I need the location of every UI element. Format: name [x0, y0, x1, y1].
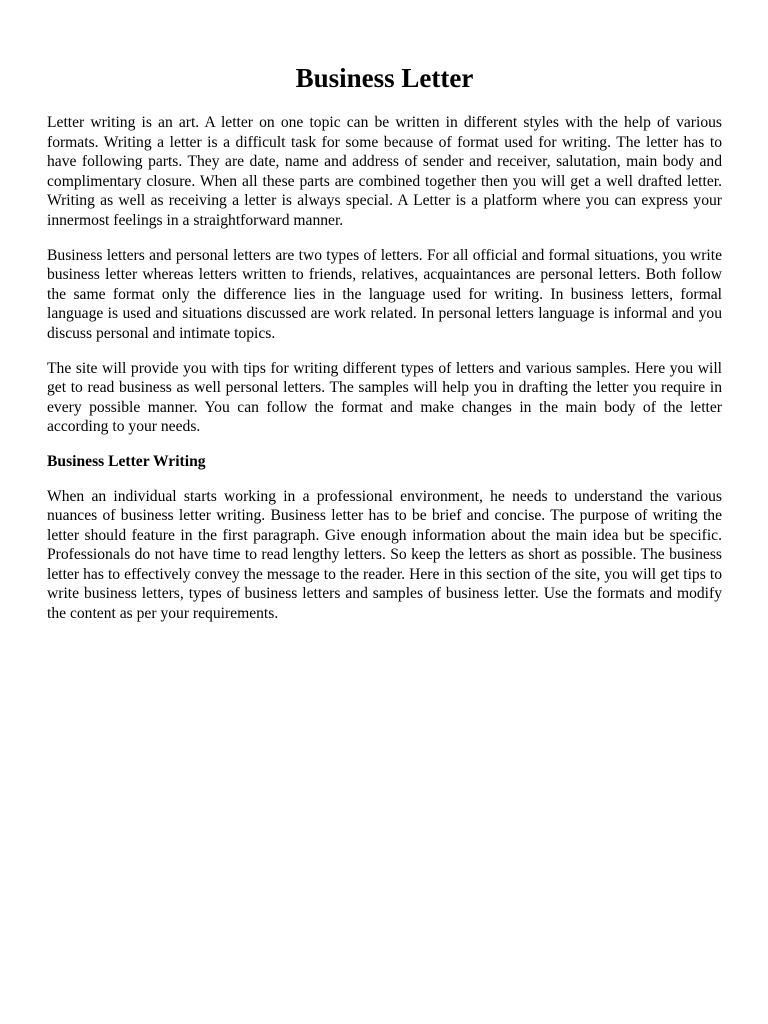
site-tips-paragraph: The site will provide you with tips for writing different types of letters and various samples. Here you will get to read business as well personal letters. The samples will help you in drafting the letter you require in every possible manner. You can follow the format and make changes in the main body of the letter according to your needs. [47, 359, 722, 436]
document-title: Business Letter [295, 63, 474, 93]
intro-paragraph: Letter writing is an art. A letter on one topic can be written in different styles with the help of various formats. Writing a letter is a difficult task for some because of format used for writing. The letter has to have following parts. They are date, name and address of sender and receiver, salutation, main body and complimentary closure. When all these parts are combined together then you will get a well drafted letter. Writing as well as receiving a letter is always special. A Letter is a platform where you can express your innermost feelings in a straightforward manner. [47, 114, 722, 229]
letter-types-paragraph: Business letters and personal letters are two types of letters. For all official and formal situations, you write business letter whereas letters written to friends, relatives, acquaintances are personal letters. Both follow the same format only the difference lies in the language used for writing. In business letters, formal language is used and situations discussed are work related. In personal letters language is informal and you discuss personal and intimate topics. [47, 246, 722, 342]
section-heading: Business Letter Writing [47, 452, 206, 470]
business-writing-paragraph: When an individual starts working in a professional environment, he needs to understand the various nuances of business letter writing. Business letter has to be brief and concise. The purpose of writing the letter should feature in the first paragraph. Give enough information about the main idea but be specific. Professionals do not have time to read lengthy letters. So keep the letters as short as possible. The business letter has to effectively convey the message to the reader. Here in this section of the site, you will get tips to write business letters, types of business letters and samples of business letter. Use the formats and modify the content as per your requirements. [47, 487, 722, 623]
document-page [47, 58, 722, 639]
